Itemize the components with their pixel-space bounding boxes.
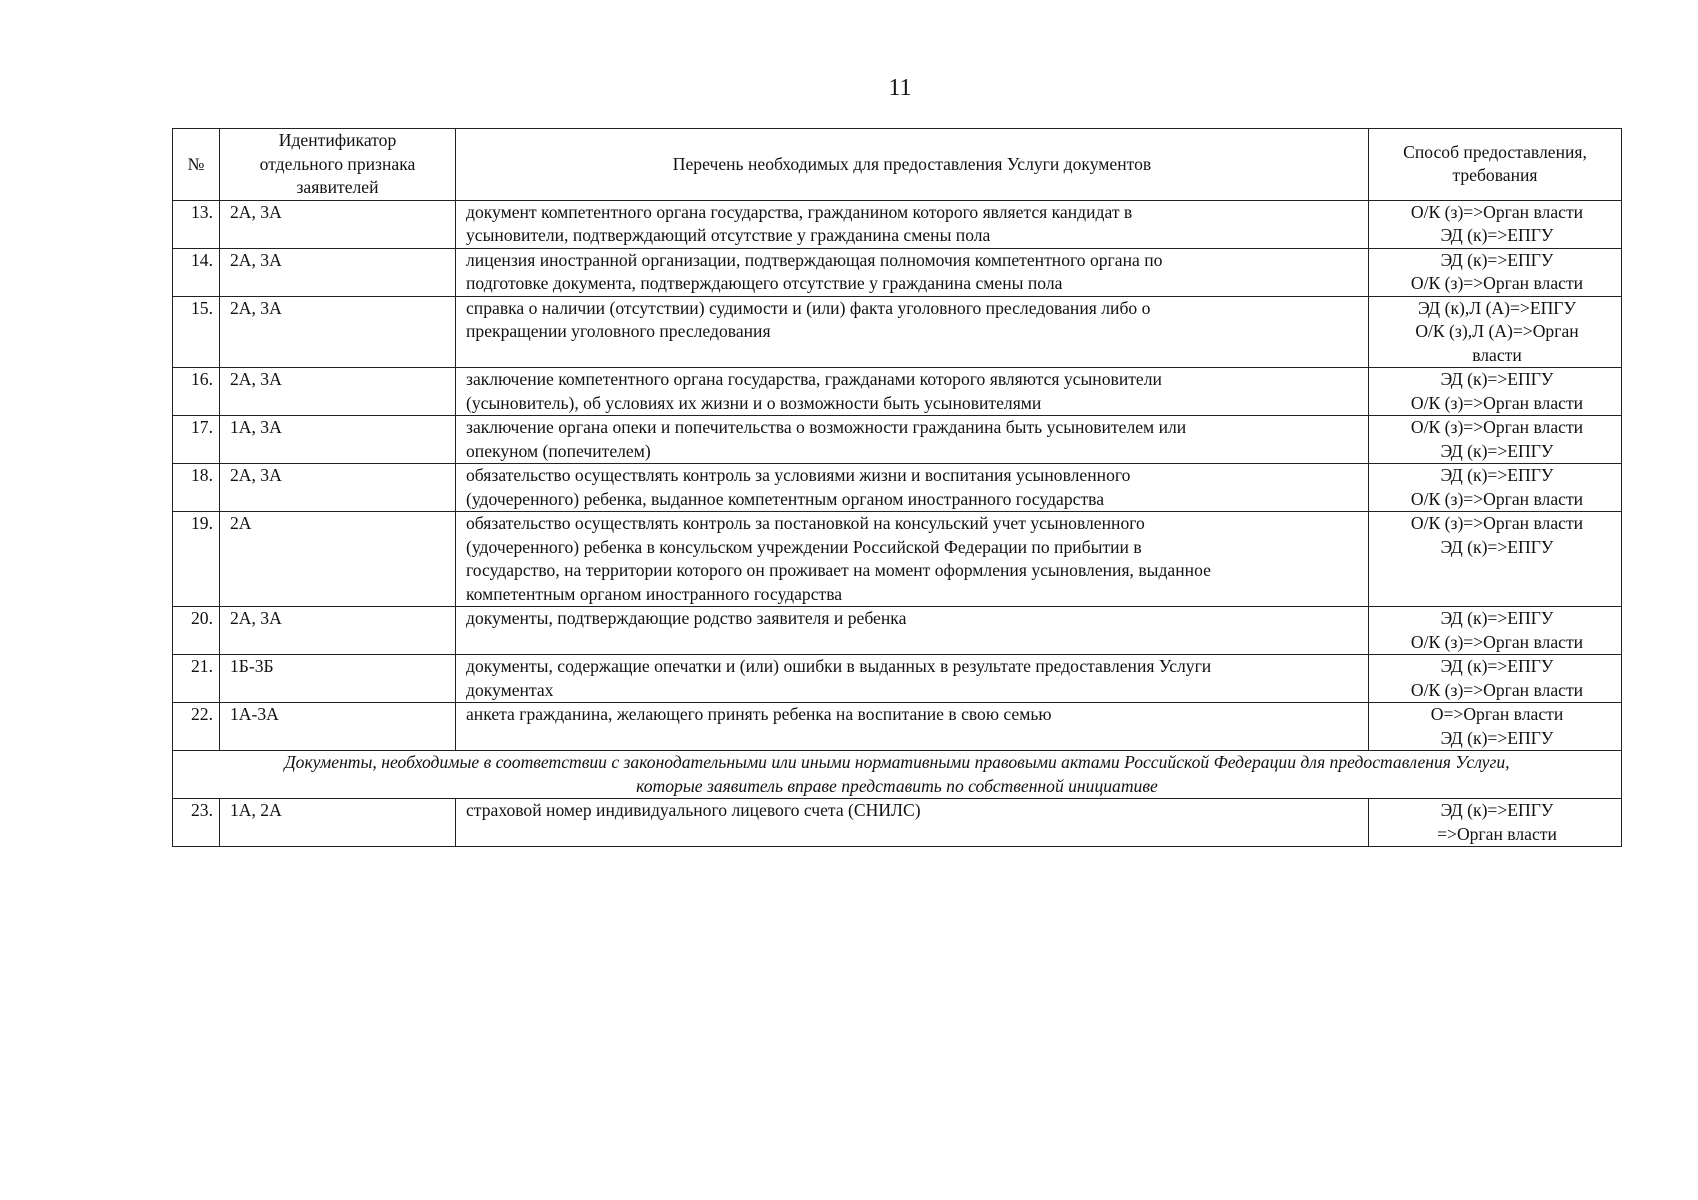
method-line: ЭД (к)=>ЕПГУ xyxy=(1440,656,1554,676)
row-description xyxy=(456,200,1369,248)
row-number: 15. xyxy=(173,296,220,368)
method-line: ЭД (к),Л (А)=>ЕПГУ xyxy=(1418,297,1576,318)
header-identifier-line: Идентификатор xyxy=(278,130,397,150)
table-row xyxy=(173,464,1622,512)
section-row xyxy=(173,751,1622,799)
row-method xyxy=(1369,512,1622,607)
description-line: документы, подтверждающие родство заявителя и ребенка xyxy=(466,608,907,628)
method-line: ЭД (к)=>ЕПГУ xyxy=(1440,249,1554,270)
row-method xyxy=(1369,296,1622,368)
header-num: № xyxy=(173,129,220,201)
table-row xyxy=(173,799,1622,847)
method-line: О/К (з)=>Орган власти xyxy=(1410,273,1584,293)
row-number: 14. xyxy=(173,248,220,296)
method-line: ЭД (к)=>ЕПГУ xyxy=(1440,440,1554,461)
table-row xyxy=(173,703,1622,751)
row-identifier: 1А, 3А xyxy=(220,416,456,464)
table-row xyxy=(173,607,1622,655)
header-method-line: требования xyxy=(1452,165,1538,186)
row-description xyxy=(456,655,1369,703)
table-row xyxy=(173,200,1622,248)
description-line: (удочеренного) ребенка в консульском учреждении Российской Федерации по прибытии в xyxy=(466,536,1142,557)
row-description xyxy=(456,416,1369,464)
method-line: ЭД (к)=>ЕПГУ xyxy=(1440,800,1554,820)
method-line: О/К (з)=>Орган власти xyxy=(1410,392,1584,413)
row-number: 13. xyxy=(173,200,220,248)
description-line: государство, на территории которого он проживает на момент оформления усыновления, выданное xyxy=(466,560,1211,580)
table-row xyxy=(173,416,1622,464)
description-line: лицензия иностранной организации, подтверждающая полномочия компетентного органа по xyxy=(466,249,1163,270)
description-line: прекращении уголовного преследования xyxy=(466,321,771,341)
row-description xyxy=(456,296,1369,368)
method-line: О=>Орган власти xyxy=(1430,704,1564,724)
row-method xyxy=(1369,248,1622,296)
header-documents: Перечень необходимых для предоставления Услуги документов xyxy=(456,129,1369,201)
row-identifier: 2А, 3А xyxy=(220,368,456,416)
table-row xyxy=(173,296,1622,368)
description-line: документах xyxy=(466,679,554,700)
row-number: 22. xyxy=(173,703,220,751)
description-line: компетентным органом иностранного государства xyxy=(466,583,843,604)
row-identifier: 1А, 2А xyxy=(220,799,456,847)
documents-table xyxy=(172,128,1622,847)
row-description xyxy=(456,368,1369,416)
description-line: обязательство осуществлять контроль за условиями жизни и воспитания усыновленного xyxy=(466,465,1131,485)
row-number: 20. xyxy=(173,607,220,655)
header-method-line: Способ предоставления, xyxy=(1403,141,1587,162)
row-method xyxy=(1369,703,1622,751)
row-description xyxy=(456,512,1369,607)
table-row xyxy=(173,368,1622,416)
method-line: О/К (з)=>Орган власти xyxy=(1410,488,1584,509)
section-title-line: которые заявитель вправе представить по собственной инициативе xyxy=(636,775,1158,796)
method-line: О/К (з)=>Орган власти xyxy=(1410,201,1584,222)
description-line: документы, содержащие опечатки и (или) ошибки в выданных в результате предоставления Услуги xyxy=(466,656,1212,676)
table-header-row xyxy=(173,129,1622,201)
row-method xyxy=(1369,464,1622,512)
description-line: обязательство осуществлять контроль за постановкой на консульский учет усыновленного xyxy=(466,513,1145,533)
row-number: 23. xyxy=(173,799,220,847)
description-line: заключение органа опеки и попечительства о возможности гражданина быть усыновителем или xyxy=(466,417,1187,437)
method-line: О/К (з)=>Орган власти xyxy=(1410,631,1584,652)
description-line: подготовке документа, подтверждающего отсутствие у гражданина смены пола xyxy=(466,273,1063,293)
row-number: 18. xyxy=(173,464,220,512)
description-line: опекуном (попечителем) xyxy=(466,440,651,461)
method-line: ЭД (к)=>ЕПГУ xyxy=(1440,608,1554,628)
method-line: О/К (з)=>Орган власти xyxy=(1410,417,1584,437)
method-line: =>Орган власти xyxy=(1437,823,1557,844)
section-title xyxy=(173,751,1622,799)
method-line: О/К (з)=>Орган власти xyxy=(1410,679,1584,700)
row-method xyxy=(1369,655,1622,703)
header-identifier xyxy=(220,129,456,201)
table-row xyxy=(173,512,1622,607)
method-line: ЭД (к)=>ЕПГУ xyxy=(1440,536,1554,557)
row-method xyxy=(1369,368,1622,416)
row-identifier: 2А xyxy=(220,512,456,607)
description-line: справка о наличии (отсутствии) судимости и (или) факта уголовного преследования либо о xyxy=(466,297,1151,318)
row-identifier: 2А, 3А xyxy=(220,248,456,296)
description-line: (усыновитель), об условиях их жизни и о возможности быть усыновителями xyxy=(466,392,1042,413)
row-number: 16. xyxy=(173,368,220,416)
row-number: 19. xyxy=(173,512,220,607)
description-line: анкета гражданина, желающего принять ребенка на воспитание в свою семью xyxy=(466,704,1052,724)
method-line: О/К (з)=>Орган власти xyxy=(1410,513,1584,533)
row-identifier: 1А-3А xyxy=(220,703,456,751)
row-identifier: 2А, 3А xyxy=(220,200,456,248)
section-title-line: Документы, необходимые в соответствии с законодательными или иными нормативными правовыми актами Российской Федерации для предоставления Услуги, xyxy=(284,752,1510,772)
method-line: ЭД (к)=>ЕПГУ xyxy=(1440,225,1554,245)
method-line: О/К (з),Л (А)=>Орган xyxy=(1415,321,1579,341)
row-description xyxy=(456,799,1369,847)
row-description xyxy=(456,703,1369,751)
row-method xyxy=(1369,607,1622,655)
row-method xyxy=(1369,416,1622,464)
row-description xyxy=(456,607,1369,655)
row-number: 17. xyxy=(173,416,220,464)
row-identifier: 2А, 3А xyxy=(220,296,456,368)
method-line: ЭД (к)=>ЕПГУ xyxy=(1440,369,1554,389)
description-line: (удочеренного) ребенка, выданное компетентным органом иностранного государства xyxy=(466,488,1105,509)
header-identifier-line: отдельного признака xyxy=(259,153,416,174)
header-identifier-line: заявителей xyxy=(296,177,379,197)
row-description xyxy=(456,464,1369,512)
page-number: 11 xyxy=(888,75,912,101)
method-line: власти xyxy=(1472,344,1522,365)
row-identifier: 2А, 3А xyxy=(220,607,456,655)
row-method xyxy=(1369,799,1622,847)
description-line: заключение компетентного органа государства, гражданами которого являются усыновители xyxy=(466,369,1162,389)
row-identifier: 2А, 3А xyxy=(220,464,456,512)
header-method xyxy=(1369,129,1622,201)
table-row xyxy=(173,655,1622,703)
table-row xyxy=(173,248,1622,296)
row-number: 21. xyxy=(173,655,220,703)
description-line: усыновители, подтверждающий отсутствие у гражданина смены пола xyxy=(466,225,991,245)
row-identifier: 1Б-3Б xyxy=(220,655,456,703)
method-line: ЭД (к)=>ЕПГУ xyxy=(1440,727,1554,748)
row-description xyxy=(456,248,1369,296)
description-line: страховой номер индивидуального лицевого счета (СНИЛС) xyxy=(466,800,921,820)
description-line: документ компетентного органа государства, гражданином которого является кандидат в xyxy=(466,201,1133,222)
method-line: ЭД (к)=>ЕПГУ xyxy=(1440,465,1554,485)
row-method xyxy=(1369,200,1622,248)
